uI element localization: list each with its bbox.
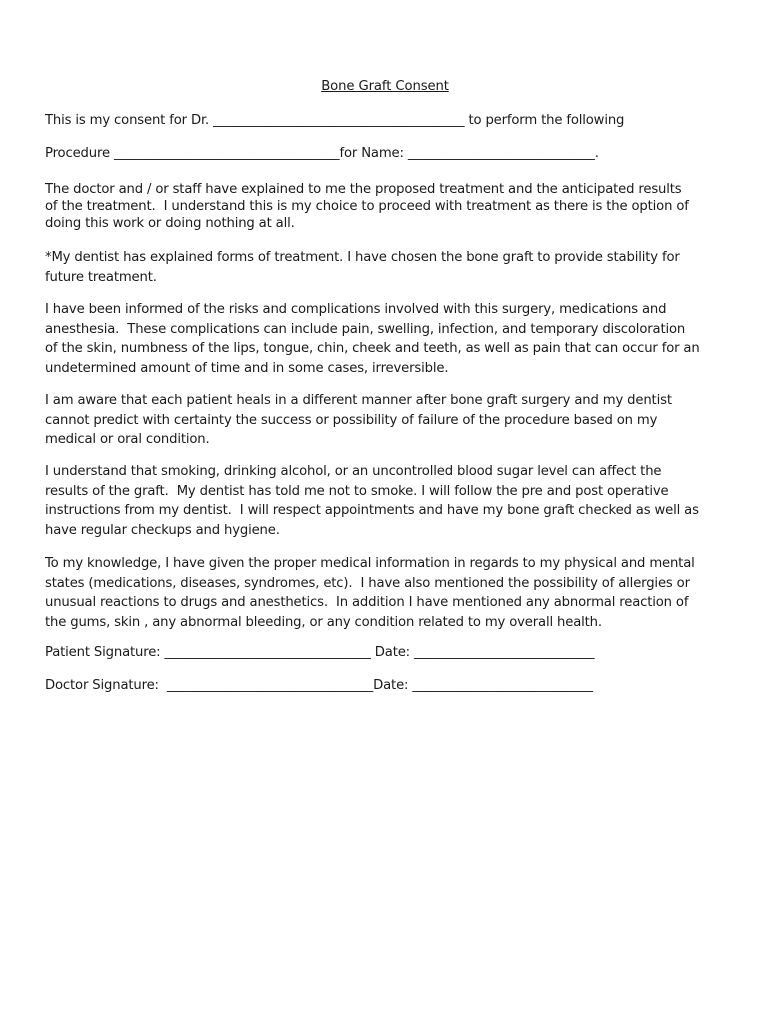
paragraph-line: of the skin, numbness of the lips, tongue, chin, cheek and teeth, as well as pain that can occur for an — [45, 341, 700, 356]
paragraph-line: anesthesia. These complications can include pain, swelling, infection, and temporary discoloration — [45, 321, 686, 337]
paragraph-line: of the treatment. I understand this is my choice to proceed with treatment as there is the option of — [45, 199, 689, 214]
paragraph-line: medical or oral condition. — [45, 432, 210, 447]
doctor-signature-line[interactable]: Doctor Signature: ________________________________Date: ____________________________ — [45, 678, 593, 693]
paragraph-line: I have been informed of the risks and complications involved with this surgery, medications and — [45, 302, 667, 317]
paragraph-line: states (medications, diseases, syndromes, etc). I have also mentioned the possibility of allergies or — [45, 575, 690, 591]
paragraph-forms-of-treatment — [45, 248, 735, 287]
paragraph-line: results of the graft. My dentist has told me not to smoke. I will follow the pre and post operative — [45, 483, 669, 499]
paragraph-line: instructions from my dentist. I will respect appointments and have my bone graft checked as well as — [45, 503, 699, 518]
paragraph-risks — [45, 300, 735, 378]
paragraph-line: To my knowledge, I have given the proper medical information in regards to my physical and mental — [45, 556, 695, 571]
consent-doctor-line: This is my consent for Dr. _______________________________________ to perform the following — [45, 113, 625, 128]
paragraph-line: cannot predict with certainty the success or possibility of failure of the procedure based on my — [45, 412, 658, 428]
procedure-name-line: Procedure ___________________________________for Name: _____________________________. — [45, 146, 599, 161]
paragraph-healing — [45, 391, 735, 450]
paragraph-line: the gums, skin , any abnormal bleeding, or any condition related to my overall health. — [45, 614, 602, 630]
document-title: Bone Graft Consent — [321, 79, 449, 94]
paragraph-line: *My dentist has explained forms of treatment. I have chosen the bone graft to provide stability for — [45, 250, 680, 265]
paragraph-medical-information — [45, 554, 735, 632]
paragraph-line: doing this work or doing nothing at all. — [45, 216, 295, 231]
paragraph-line: undetermined amount of time and in some cases, irreversible. — [45, 360, 449, 376]
paragraph-line: I understand that smoking, drinking alcohol, or an uncontrolled blood sugar level can affect the — [45, 464, 662, 479]
patient-signature-line[interactable]: Patient Signature: ________________________________ Date: ____________________________ — [45, 645, 595, 660]
paragraph-line: I am aware that each patient heals in a different manner after bone graft surgery and my dentist — [45, 393, 672, 408]
paragraph-line: unusual reactions to drugs and anesthetics. In addition I have mentioned any abnormal reaction of — [45, 595, 689, 610]
paragraph-line: The doctor and / or staff have explained to me the proposed treatment and the anticipated results — [45, 182, 682, 197]
paragraph-smoking — [45, 462, 735, 540]
paragraph-line: future treatment. — [45, 269, 157, 285]
paragraph-explanation — [45, 181, 735, 232]
paragraph-line: have regular checkups and hygiene. — [45, 522, 280, 538]
